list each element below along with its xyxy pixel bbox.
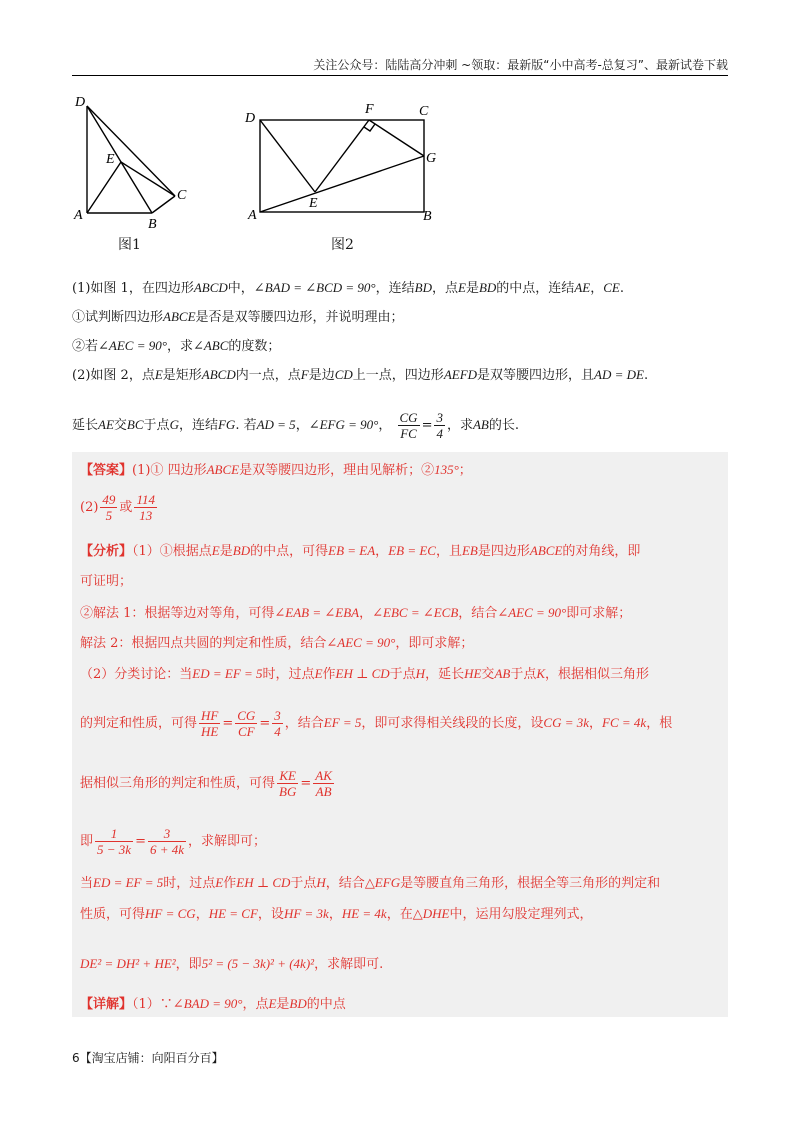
figure-1	[70, 92, 200, 232]
page-header: 关注公众号：陆陆高分冲刺 ~领取：最新版“小中高考-总复习”、最新试卷下载	[313, 58, 728, 72]
ratio-3-4: $\frac{3}{4}$	[436, 410, 443, 441]
fig2-label-c: C	[419, 104, 429, 119]
analysis-label: 【分析】	[80, 544, 133, 559]
fig2-label-a: A	[248, 208, 257, 223]
question-2: (2)如图 2，点E是矩形ABCD内一点，点F是边CD上一点，四边形AEFD是双等腰四边形，且AD = DE.	[72, 367, 649, 383]
fig2-label-f: F	[365, 102, 374, 117]
analysis-line-3: ②解法 1：根据等边对等角，可得∠EAB = ∠EBA，∠EBC = ∠ECB，结合∠AEC = 90°即可求解；	[80, 605, 632, 621]
fig1-label-a: A	[74, 208, 83, 223]
figure-2-diagram	[243, 98, 453, 228]
fig1-label-b: B	[148, 217, 157, 232]
analysis-line-10: 性质，可得HF = CG，HE = CF，设HF = 3k，HE = 4k，在△DHE中，运用勾股定理列式，	[80, 906, 593, 922]
analysis-line-2: 可证明；	[80, 574, 133, 589]
answer-line-2: (2) $\frac{49}{5}$ 或 $\frac{114}{13}$	[80, 492, 155, 523]
analysis-line-5: （2）分类讨论：当ED = EF = 5时，过点E作EH ⊥ CD于点H，延长HE交AB于点K，根据相似三角形	[80, 666, 650, 682]
figure-2	[243, 98, 453, 228]
fig2-label-g: G	[426, 151, 437, 166]
answer-line-1: 【答案】(1)① 四边形ABCE是双等腰四边形，理由见解析；②135°；	[80, 462, 472, 478]
figure-2-caption: 图2	[331, 237, 354, 253]
detail-line-1: 【详解】（1）∵∠BAD = 90°，点E是BD的中点	[80, 996, 346, 1012]
analysis-line-8: 即 $\frac{1}{5 - 3k}$ = $\frac{3}{6 + 4k}$ ，求解即可；	[80, 826, 267, 857]
ratio-cg-fc: $\frac{CG}{FC}$	[399, 410, 418, 441]
question-2-line-2: 延长AE交BC于点G，连结FG. 若AD = 5，∠EFG = 90°， $\frac{CG}{FC}$ = $\frac{3}{4}$ ，求AB的长.	[72, 410, 520, 441]
figure-1-caption: 图1	[118, 237, 141, 253]
fig1-label-c: C	[177, 188, 187, 203]
fig2-label-d: D	[245, 111, 256, 126]
fig2-label-b: B	[423, 209, 432, 224]
fig1-label-e: E	[106, 152, 115, 167]
header-rule	[72, 75, 728, 76]
fig1-label-d: D	[75, 95, 86, 110]
detail-label: 【详解】	[80, 997, 133, 1012]
analysis-line-1: 【分析】（1）①根据点E是BD的中点，可得EB = EA，EB = EC，且EB是四边形ABCE的对角线，即	[80, 543, 641, 559]
question-1-b: ②若∠AEC = 90°，求∠ABC的度数；	[72, 338, 281, 354]
analysis-line-7: 据相似三角形的判定和性质，可得 $\frac{KE}{BG}$ = $\frac{AK}{AB}$	[80, 768, 332, 799]
question-1-intro: (1)如图 1，在四边形ABCD中，∠BAD = ∠BCD = 90°，连结BD，点E是BD的中点，连结AE，CE.	[72, 280, 624, 296]
analysis-line-4: 解法 2：根据四点共圆的判定和性质，结合∠AEC = 90°，即可求解；	[80, 635, 474, 651]
page-footer: 6【淘宝店铺：向阳百分百】	[72, 1051, 224, 1065]
analysis-line-6: 的判定和性质，可得 $\frac{HF}{HE}$ = $\frac{CG}{CF}$ = $\frac{3}{4}$ ，结合EF = 5，即可求得相关线段的长度，设CG = 3k，FC = 4k，根	[80, 708, 673, 739]
figure-1-diagram	[70, 92, 200, 232]
analysis-line-11: DE² = DH² + HE²，即5² = (5 − 3k)² + (4k)²，求解即可.	[80, 956, 384, 972]
analysis-line-9: 当ED = EF = 5时，过点E作EH ⊥ CD于点H，结合△EFG是等腰直角三角形，根据全等三角形的判定和	[80, 875, 661, 891]
question-1-a: ①试判断四边形ABCE是否是双等腰四边形，并说明理由；	[72, 309, 404, 325]
fig2-label-e: E	[309, 196, 318, 211]
answer-label: 【答案】	[80, 463, 133, 478]
